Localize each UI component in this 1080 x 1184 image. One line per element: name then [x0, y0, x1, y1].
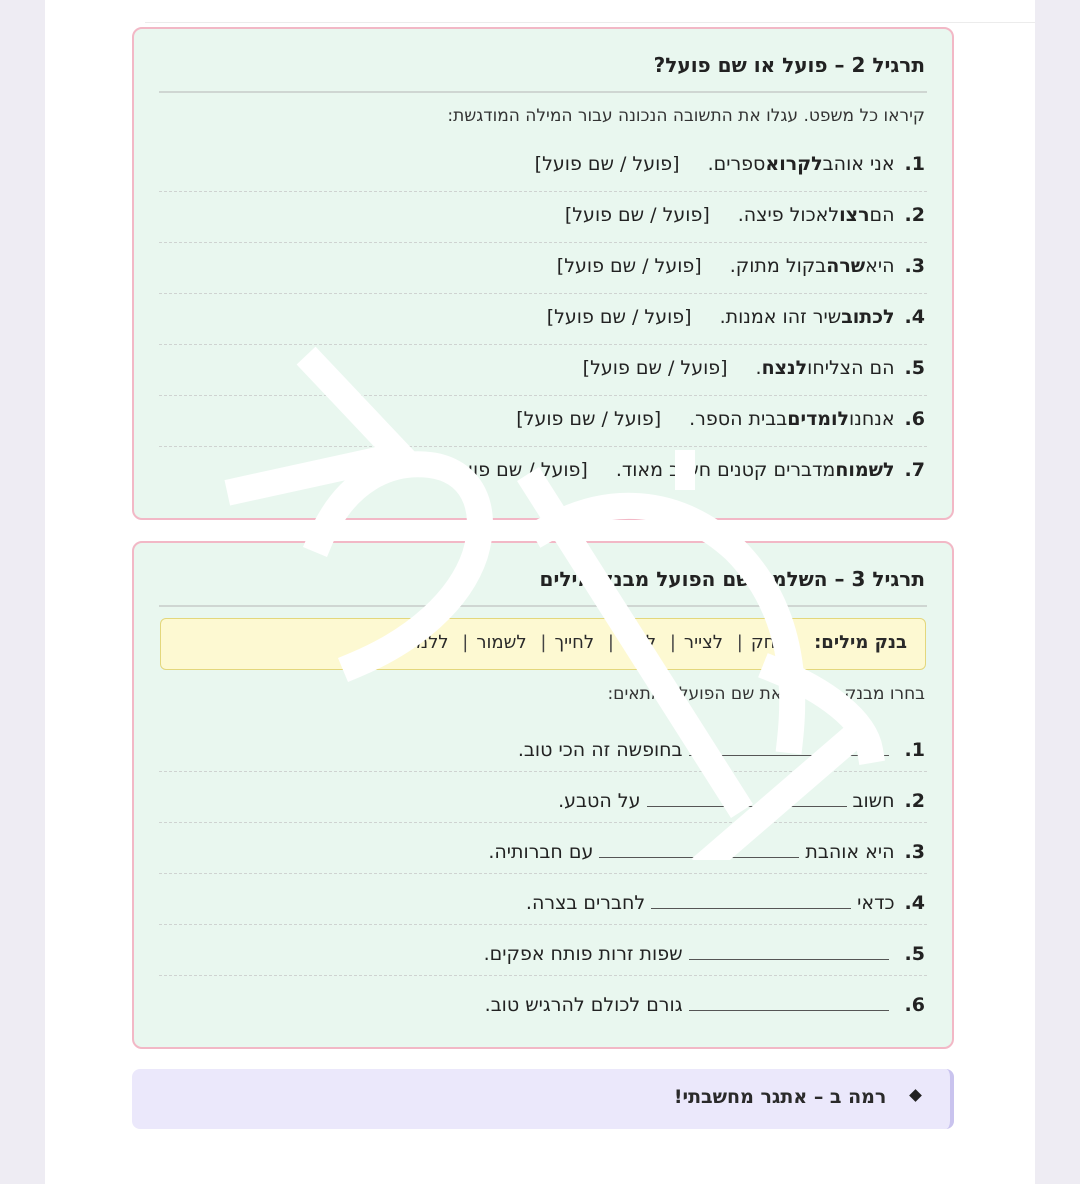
answer-blank[interactable]	[647, 784, 847, 807]
exercise-3-card	[132, 541, 954, 1049]
answer-options[interactable]: [פועל / שם פועל]	[556, 255, 702, 277]
exercise-3-item	[159, 925, 927, 976]
word-bank: בנק מילים: לשחק| לצייר| לנוח| לחייך| לשמור| ללמוד	[160, 618, 926, 670]
answer-blank[interactable]	[689, 988, 889, 1011]
exercise-2-item	[159, 396, 927, 447]
answer-options[interactable]: [פועל / שם פועל]	[546, 306, 692, 328]
word-bank-word: לשמור	[476, 632, 527, 653]
sentence-after: על הטבע.	[558, 790, 641, 812]
exercise-2-item	[159, 345, 927, 396]
item-number: 3.	[904, 255, 925, 277]
sentence-before: הם הצליחו	[807, 357, 895, 379]
exercise-2-item	[159, 294, 927, 345]
answer-options[interactable]: [פועל / שם פועל]	[516, 408, 662, 430]
item-number: 7.	[904, 459, 925, 481]
exercise-2-item	[159, 192, 927, 243]
word-bank-word: לצייר	[683, 632, 724, 653]
highlighted-word: שרה	[826, 255, 866, 277]
sentence-after: שיר זהו אמנות.	[719, 306, 842, 328]
exercise-2-item	[159, 141, 927, 192]
sentence-after: .	[755, 357, 762, 379]
highlighted-word: לקרוא	[765, 153, 823, 175]
word-bank-word: ללמוד	[401, 632, 449, 653]
sentence-before: כדאי	[857, 892, 895, 914]
item-number: 4.	[904, 892, 925, 914]
answer-blank[interactable]	[651, 886, 851, 909]
sentence-before: הם	[869, 204, 895, 226]
exercise-3-item	[159, 874, 927, 925]
sentence-after: לאכול פיצה.	[737, 204, 840, 226]
sentence-after: שפות זרות פותח אפקים.	[483, 943, 683, 965]
item-number: 5.	[904, 943, 925, 965]
answer-options[interactable]: [פועל / שם פועל]	[564, 204, 710, 226]
item-number: 2.	[904, 790, 925, 812]
sentence-after: לחברים בצרה.	[525, 892, 646, 914]
divider	[145, 22, 1035, 23]
level-b-title: רמה ב – אתגר מחשבתי!	[673, 1086, 887, 1108]
sentence-after: בחופשה זה הכי טוב.	[517, 739, 683, 761]
exercise-3-item	[159, 976, 927, 1027]
item-number: 1.	[904, 153, 925, 175]
highlighted-word: לומדים	[787, 408, 850, 430]
highlighted-word: רצו	[839, 204, 870, 226]
sentence-after: גורם לכולם להרגיש טוב.	[484, 994, 683, 1016]
exercise-2-item	[159, 447, 927, 498]
sentence-after: מדברים קטנים חשוב מאוד.	[615, 459, 836, 481]
sentence-before: אנחנו	[849, 408, 895, 430]
answer-options[interactable]: [פועל / שם פועל]	[582, 357, 728, 379]
exercise-3-item	[159, 772, 927, 823]
sentence-after: עם חברותיה.	[488, 841, 594, 863]
word-bank-word: לשחק	[750, 632, 799, 653]
answer-blank[interactable]	[689, 937, 889, 960]
sentence-before: היא	[865, 255, 895, 277]
item-number: 5.	[904, 357, 925, 379]
answer-blank[interactable]	[689, 733, 889, 756]
sentence-after: ספרים.	[707, 153, 766, 175]
title-divider	[159, 91, 927, 93]
exercise-3-item	[159, 721, 927, 772]
exercise-3-title: תרגיל 3 – השלמת שם הפועל מבנק מילים	[539, 567, 925, 591]
word-bank-word: לנוח	[621, 632, 657, 653]
answer-options[interactable]: [פועל / שם פועל]	[534, 153, 680, 175]
item-number: 3.	[904, 841, 925, 863]
highlighted-word: לנצח	[761, 357, 808, 379]
item-number: 4.	[904, 306, 925, 328]
sentence-after: בבית הספר.	[689, 408, 788, 430]
exercise-3-instruction: בחרו מבנק המילים את שם הפועל המתאים:	[607, 684, 925, 704]
item-number: 6.	[904, 994, 925, 1016]
highlighted-word: לכתוב	[841, 306, 895, 328]
sentence-after: בקול מתוק.	[729, 255, 827, 277]
item-number: 2.	[904, 204, 925, 226]
sentence-before: היא אוהבת	[805, 841, 895, 863]
word-bank-word: לחייך	[554, 632, 595, 653]
word-bank-label: בנק מילים:	[814, 632, 907, 653]
level-b-banner[interactable]	[132, 1069, 954, 1129]
title-divider	[159, 605, 927, 607]
exercise-3-item	[159, 823, 927, 874]
sentence-before: אני אוהב	[822, 153, 895, 175]
item-number: 6.	[904, 408, 925, 430]
exercise-2-item	[159, 243, 927, 294]
item-number: 1.	[904, 739, 925, 761]
answer-blank[interactable]	[599, 835, 799, 858]
answer-options[interactable]: [פועל / שם פועל]	[442, 459, 588, 481]
exercise-2-card	[132, 27, 954, 520]
exercise-2-instruction: קיראו כל משפט. עגלו את התשובה הנכונה עבור המילה המודגשת:	[447, 106, 925, 126]
exercise-2-title: תרגיל 2 – פועל או שם פועל?	[653, 53, 925, 77]
highlighted-word: לשמוח	[835, 459, 895, 481]
diamond-icon	[909, 1089, 922, 1102]
sentence-before: חשוב	[852, 790, 895, 812]
